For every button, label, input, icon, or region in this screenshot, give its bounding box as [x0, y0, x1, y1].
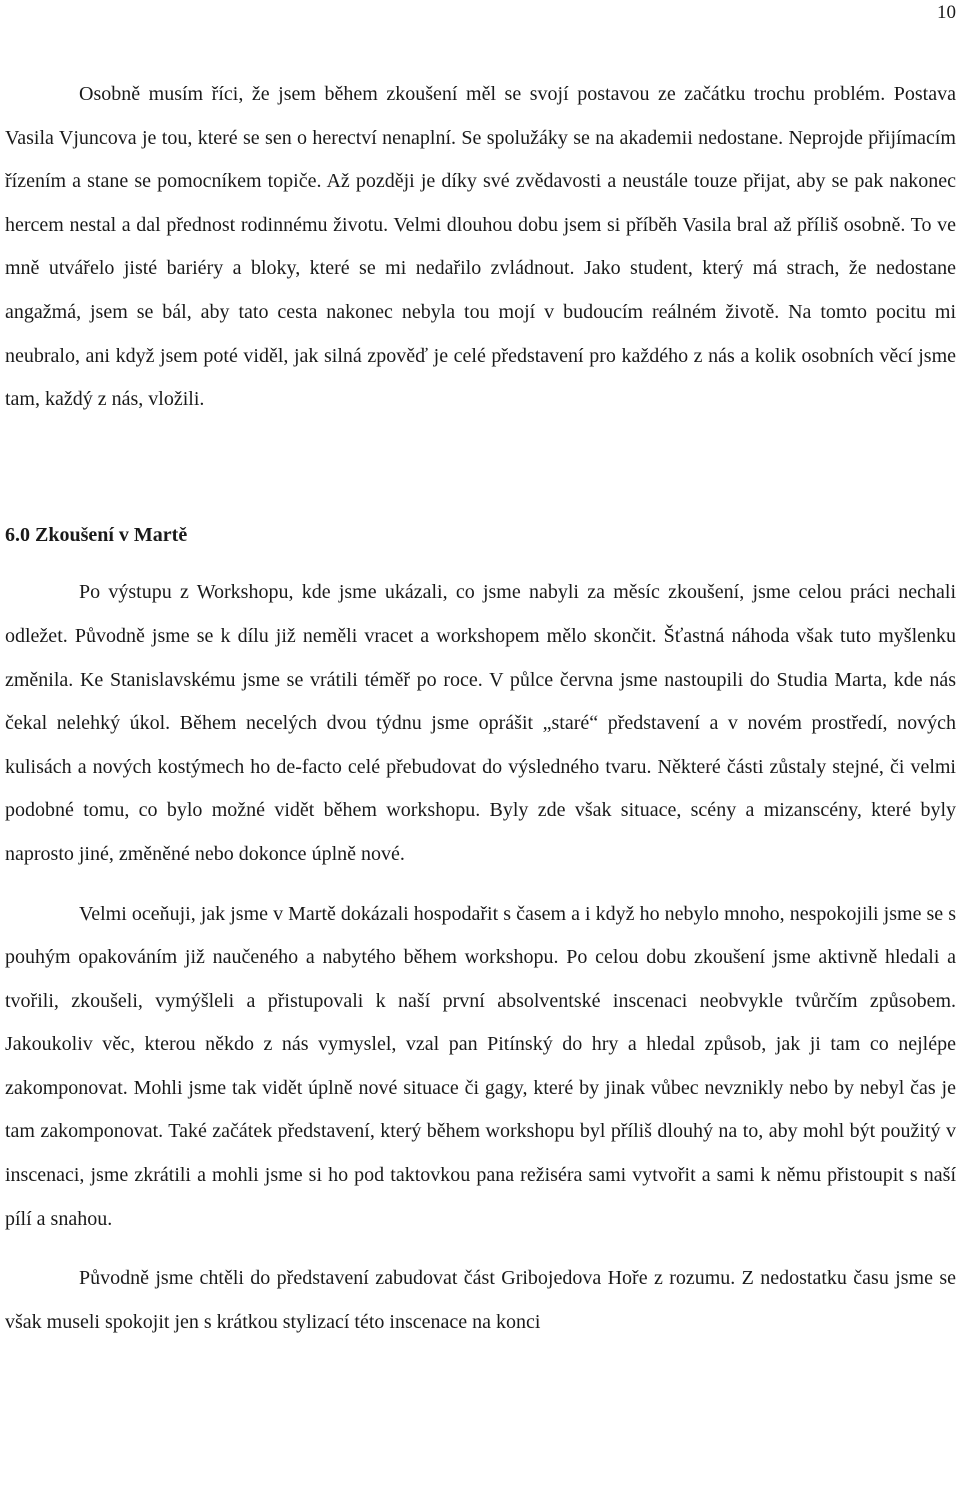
paragraph-section-3: Původně jsme chtěli do představení zabudovat část Gribojedova Hoře z rozumu. Z nedostatku času jsme se však museli spokojit jen s krátkou stylizací této inscenace na konci — [5, 1267, 956, 1333]
document-body — [5, 73, 956, 1344]
paragraph-intro: Osobně musím říci, že jsem během zkoušení měl se svojí postavou ze začátku trochu problém. Postava Vasila Vjuncova je tou, které se sen o herectví nenaplní. Se spolužáky se na akademii nedostane. Neprojde přijímacím řízením a stane se pomocníkem topiče. Až později je díky své zvědavosti a neustále touze přijat, aby se pak nakonec hercem nestal a dal přednost rodinnému životu. Velmi dlouhou dobu jsem si příběh Vasila bral až příliš osobně. To ve mně utvářelo jisté bariéry a bloky, které se mi nedařilo zvládnout. Jako student, který má strach, že nedostane angažmá, jsem se bál, aby tato cesta nakonec nebyla tou mojí v budoucím reálném životě. Na tomto pocitu mi neubralo, ani když jsem poté viděl, jak silná zpověď je celé představení pro každého z nás a kolik osobních věcí jsme tam, každý z nás, vložili. — [5, 83, 956, 411]
page-number: 10 — [937, 2, 956, 23]
section-heading: 6.0 Zkoušení v Martě — [5, 523, 188, 546]
section-heading-wrapper — [5, 514, 956, 558]
paragraph-section-1: Po výstupu z Workshopu, kde jsme ukázali, co jsme nabyli za měsíc zkoušení, jsme celou práci nechali odležet. Původně jsme se k dílu již neměli vracet a workshopem mělo skončit. Šťastná náhoda však tuto myšlenku změnila. Ke Stanislavskému jsme se vrátili téměř po roce. V půlce června jsme nastoupili do Studia Marta, kde nás čekal nelehký úkol. Během necelých dvou týdnu jsme oprášit „staré“ představení a v novém prostředí, nových kulisách a nových kostýmech ho de-facto celé přebudovat do výsledného tvaru. Některé části zůstaly stejné, či velmi podobné tomu, co bylo možné vidět během workshopu. Byly zde však situace, scény a mizanscény, které byly naprosto jiné, změněné nebo dokonce úplně nové. — [5, 581, 956, 865]
paragraph-section-2: Velmi oceňuji, jak jsme v Martě dokázali hospodařit s časem a i když ho nebylo mnoho, nespokojili jsme se s pouhým opakováním již naučeného a nabytého během workshopu. Po celou dobu zkoušení jsme aktivně hledali a tvořili, zkoušeli, vymýšleli a přistupovali k naší první absolventské inscenaci neobvykle tvůrčím způsobem. Jakoukoliv věc, kterou někdo z nás vymyslel, vzal pan Pitínský do hry a hledal způsob, jak ji tam co nejlépe zakomponovat. Mohli jsme tak vidět úplně nové situace či gagy, které by jinak vůbec nevznikly nebo by nebyl čas je tam zakomponovat. Také začátek představení, který během workshopu byl příliš dlouhý na to, aby mohl být použitý v inscenaci, jsme zkrátili a mohli jsme si ho pod taktovkou pana režiséra sami vytvořit a sami k němu přistoupit s naší pílí a snahou. — [5, 902, 956, 1230]
